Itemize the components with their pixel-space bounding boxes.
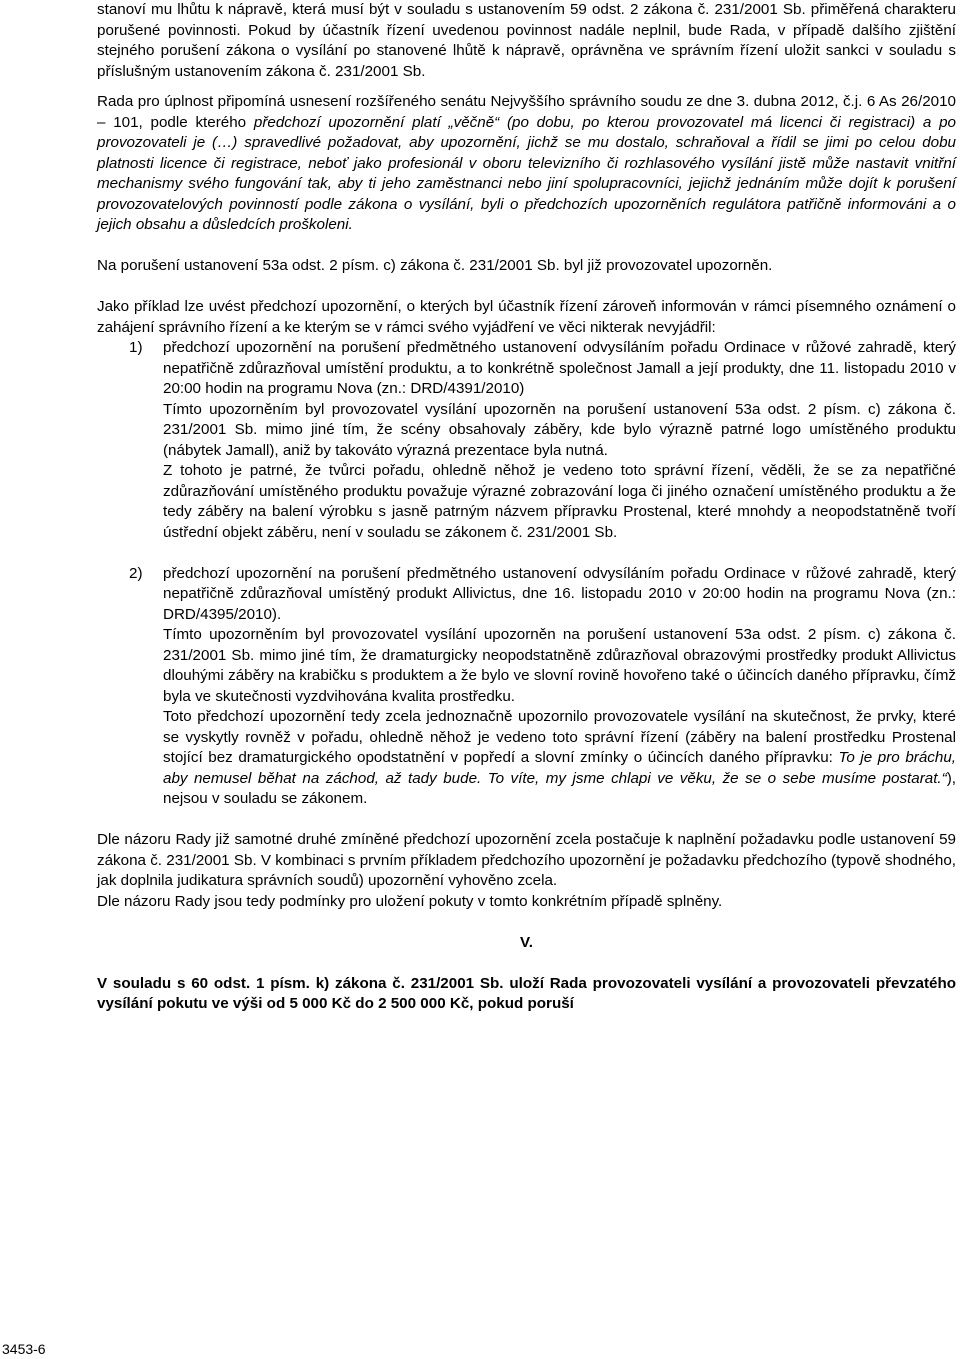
list-item — [97, 338, 956, 543]
example-intro-paragraph: Jako příklad lze uvést předchozí upozornění, o kterých byl účastník řízení zároveň informován v rámci písemného oznámení o zahájení správního řízení a ke kterým se v rámci svého vyjádření ve věci nikterak nevyjádřil: — [97, 298, 956, 336]
list-item-paragraph: Tímto upozorněním byl provozovatel vysílání upozorněn na porušení ustanovení 53a odst. 2 písm. c) zákona č. 231/2001 Sb. mimo jiné tím, že scény obsahovaly záběry, kde bylo výrazně patrné logo umístěného produktu (nábytek Jamall), aniž by takováto výrazná prezentace byla nutná. — [163, 400, 956, 459]
list-item-paragraph: předchozí upozornění na porušení předmětného ustanovení odvysíláním pořadu Ordinace v růžové zahradě, který nepatřičně zdůrazňoval umístěný produkt Allivictus, dne 16. listopadu 2010 v 20:00 hodin na programu Nova (zn.: DRD/4395/2010). — [163, 564, 956, 623]
conclusion-paragraph: Dle názoru Rady již samotné druhé zmíněné předchozí upozornění zcela postačuje k naplnění požadavku podle ustanovení 59 zákona č. 231/2001 Sb. V kombinaci s prvním příkladem předchozího upozornění je požadavku předchozího (typově shodného, jak doplnila judikatura správních soudů) upozornění vyhověno zcela. — [97, 831, 956, 889]
section-heading: V. — [520, 933, 533, 951]
rada-note-quote: předchozí upozornění platí „věčně“ (po dobu, po kterou provozovatel má licenci či registraci) a po provozovateli je (…) spravedlivé požadovat, aby upozornění, jichž se mu dostalo, schraňoval a řídil se jimi po celou dobu platnosti licence či registrace, neboť jako profesionál v oboru televizního či rozhlasového vysílání jistě může nastavit vnitřní mechanismy svého fungování tak, aby ti jeho zaměstnanci nebo jiní spolupracovníci, jejichž jednáním může dojít k porušení provozovatelových povinností podle zákona o vysílání, byli o předchozích upozorněních regulátora patřičně informováni a o jejich obsahu a důsledcích proškoleni. — [97, 113, 956, 233]
violation-paragraph: Na porušení ustanovení 53a odst. 2 písm. c) zákona č. 231/2001 Sb. byl již provozovatel upozorněn. — [97, 257, 773, 274]
intro-paragraph: stanoví mu lhůtu k nápravě, která musí být v souladu s ustanovením 59 odst. 2 zákona č. 231/2001 Sb. přiměřená charakteru porušené povinnosti. Pokud by účastník řízení uvedenou povinnost nadále neplnil, bude Rada, v případě dalšího zjištění stejného porušení zákona o vysílání po stanovené lhůtě k nápravě, oprávněna ve správním řízení uložit sankci v souladu s příslušným ustanovením zákona č. 231/2001 Sb. — [97, 1, 956, 80]
list-item-quote: To je pro bráchu, aby nemusel běhat na záchod, až tady bude. To víte, my jsme chlapi ve věku, že se o sebe musíme postarat.“ — [163, 749, 956, 787]
list-item-number: 2) — [129, 564, 143, 582]
final-bold-paragraph: V souladu s 60 odst. 1 písm. k) zákona č. 231/2001 Sb. uloží Rada provozovateli vysílání a provozovateli převzatého vysílání pokutu ve výši od 5 000 Kč do 2 500 000 Kč, pokud poruší — [97, 974, 956, 1012]
list-item-paragraph: Z tohoto je patrné, že tvůrci pořadu, ohledně něhož je vedeno toto správní řízení, věděli, že se za nepatřičné zdůrazňování umístěného produktu považuje výrazné zobrazování loga či jiného označení umístěného produktu a že tedy záběry na balení výrobku s jasně patrným názvem přípravku Prostenal, které mnohdy a neopodstatněně tvoří ústřední objekt záběru, není v souladu se zákonem č. 231/2001 Sb. — [163, 462, 956, 541]
list-item-paragraph: Tímto upozorněním byl provozovatel vysílání upozorněn na porušení ustanovení 53a odst. 2 písm. c) zákona č. 231/2001 Sb. mimo jiné tím, že dramaturgicky neopodstatněně zdůrazňoval obrazovými prostředky produkt Allivictus dlouhými záběry na krabičku s produktem a že bylo ve slovní rovině hovořeno také o účincích daného přípravku, čímž byla ve skutečnosti vyzdvihována kvalita prostředku. — [163, 626, 956, 705]
examples-list — [97, 338, 956, 810]
list-item — [97, 564, 956, 810]
list-item-number: 1) — [129, 339, 143, 356]
rada-note-lead: Rada pro úplnost připomíná usnesení rozšířeného senátu Nejvyššího správního soudu ze dne 3. dubna 2012, č.j. 6 As 26/2010 – 101, podle kterého — [97, 93, 956, 131]
list-item-tail: ), nejsou v souladu se zákonem. — [163, 769, 956, 807]
list-item-paragraph: předchozí upozornění na porušení předmětného ustanovení odvysíláním pořadu Ordinace v růžové zahradě, který nepatřičně zdůrazňoval umístění produktu, a to konkrétně společnost Jamall a její produkty, dne 11. listopadu 2010 v 20:00 hodin na programu Nova (zn.: DRD/4391/2010) — [163, 339, 956, 397]
document-body — [97, 0, 956, 1015]
list-item-lead: Toto předchozí upozornění tedy zcela jednoznačně upozornilo provozovatele vysílání na skutečnost, že prvky, které se vyskytly rovněž v pořadu, ohledně něhož je vedeno toto správní řízení (záběry na balení prostředku Prostenal stojící bez dramaturgického opodstatnění v popředí a slovní zmínky o účincích daného přípravku: — [163, 708, 956, 766]
rada-note-paragraph — [97, 92, 956, 236]
page-footer-id: 3453-6 — [2, 1341, 46, 1357]
conclusion-paragraph-2: Dle názoru Rady jsou tedy podmínky pro uložení pokuty v tomto konkrétním případě splněny. — [97, 892, 723, 910]
list-item-paragraph — [163, 707, 956, 810]
